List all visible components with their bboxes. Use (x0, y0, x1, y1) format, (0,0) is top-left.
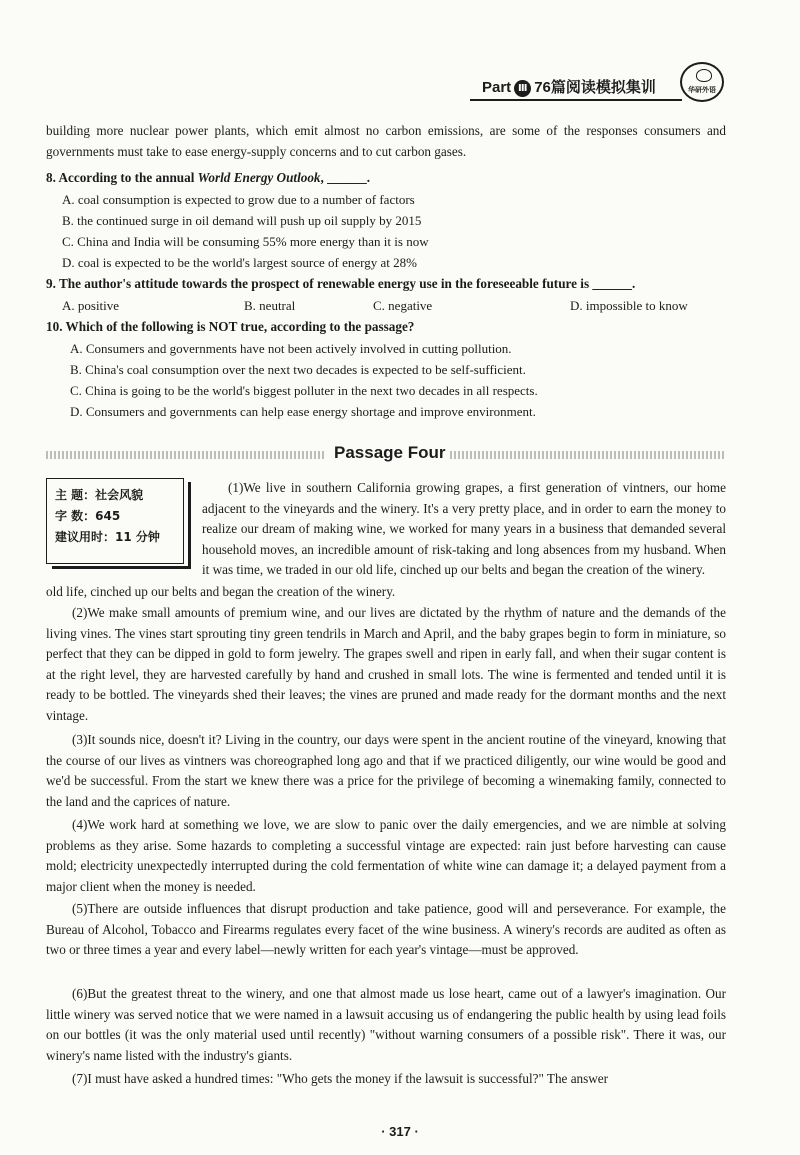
question-10-option-c: C. China is going to be the world's biggest polluter in the next two decades in all respects. (70, 383, 538, 398)
question-10-option-b: B. China's coal consumption over the next two decades is expected to be self-sufficient. (70, 362, 526, 377)
paragraph-7: (7)I must have asked a hundred times: "Who gets the money if the lawsuit is successful?" The answer (72, 1071, 609, 1086)
title-band-left-pattern (46, 451, 326, 459)
question-8-option-c: C. China and India will be consuming 55% more energy than it is now (62, 234, 429, 249)
paragraph-5: (5)There are outside influences that disrupt production and take patience, good will and perseverance. For example, the Bureau of Alcohol, Tobacco and Firearms regulates every facet of the wine business. A winery's records are audited as often as two or three times a year and every label—newly written for each year's vintage—must be approved. (46, 901, 726, 958)
info-box-shadow-bottom (52, 566, 191, 569)
header-rule (470, 99, 682, 101)
header-series-title: 76篇阅读模拟集训 (534, 79, 656, 96)
question-9-stem: 9. The author's attitude towards the prospect of renewable energy use in the foreseeable future is ______. (46, 276, 636, 291)
question-8-italic: World Energy Outlook (197, 170, 321, 185)
passage-title: Passage Four (330, 443, 450, 463)
question-8-option-b: B. the continued surge in oil demand will push up oil supply by 2015 (62, 213, 422, 228)
running-header (470, 62, 770, 106)
logo-mascot-icon (696, 69, 712, 82)
question-8-option-a: A. coal consumption is expected to grow due to a number of factors (62, 192, 415, 207)
part-number-badge: Ⅲ (514, 80, 531, 97)
header-part-label: Part (482, 79, 512, 96)
question-9-option-b: B. neutral (244, 298, 296, 313)
intro-paragraph: building more nuclear power plants, which emit almost no carbon emissions, are some of the responses consumers and governments must take to ease energy-supply concerns and to cut carbon gases. (46, 123, 726, 159)
logo-text: 华研外语 (688, 87, 716, 94)
question-8-stem (46, 170, 370, 186)
question-10-option-d: D. Consumers and governments can help ease energy shortage and improve environment. (70, 404, 536, 419)
paragraph-2: (2)We make small amounts of premium wine, and our lives are dictated by the rhythm of nature and the demands of the living vines. The vines start sprouting tiny green tendrils in March and April, and the baby grapes begin to form in miniature, so perfect that they can be dipped in gold to form jewelry. The grapes swell and ripen in early fall, and when their sugar content is at the right level, they are harvested carefully by hand and crushed in small lots. The wine is fermented and tended until it is ready to be bottled. The vineyards shed their leaves; the vines are pruned and made ready for the dormant months and the next vintage. (46, 605, 726, 723)
info-box-shadow (188, 482, 191, 568)
passage-title-band (46, 443, 726, 466)
info-word-count: 字 数：645 (55, 509, 121, 523)
paragraph-6: (6)But the greatest threat to the winery, and one that almost made us lose heart, came out of a lawyer's imagination. Our little winery was served notice that we were named in a lawsuit accusing us of endangering the public health by using lead foils on our bottles (it was the only material used until recently) "without warning consumers of a possible risk". There it was, our winery's name listed with the industry's giants. (46, 986, 726, 1063)
paragraph-1-tail: old life, cinched up our belts and began the creation of the winery. (46, 584, 396, 599)
question-8-suffix: , ______. (320, 170, 370, 185)
question-8-prefix: 8. According to the annual (46, 170, 198, 185)
passage-info-box (46, 478, 184, 564)
question-10-option-a: A. Consumers and governments have not been actively involved in cutting pollution. (70, 341, 512, 356)
paragraph-4: (4)We work hard at something we love, we are slow to panic over the daily emergencies, and we are nimble at solving problems as they arise. Some hazards to completing a successful vintage are expected: rain just before harvesting can cause mold; electricity unexpectedly interrupted during the cold fermentation of white wine can damage it; a delayed payment from a major client when the money is needed. (46, 817, 726, 894)
question-9-option-a: A. positive (62, 298, 120, 313)
question-10-stem: 10. Which of the following is NOT true, according to the passage? (46, 319, 415, 334)
question-9-option-d: D. impossible to know (570, 298, 688, 313)
page-number: · 317 · (381, 1124, 419, 1139)
question-9-option-c: C. negative (373, 298, 433, 313)
info-suggested-time: 建议用时：11 分钟 (55, 530, 160, 544)
publisher-logo (680, 62, 724, 102)
paragraph-1-wrapped: (1)We live in southern California growing grapes, a first generation of vintners, our home adjacent to the vineyards and the winery. It's a very pretty place, and in order to earn the money to realize our dream of making wine, we worked for many years in a business that demanded several household moves, an incredible amount of risk-taking and long absences from my husband. When it was time, we traded in our old life, cinched up our belts and began the creation of the winery. (202, 480, 726, 578)
question-8-option-d: D. coal is expected to be the world's largest source of energy at 28% (62, 255, 417, 270)
info-topic: 主 题：社会风貌 (55, 488, 144, 502)
paragraph-3: (3)It sounds nice, doesn't it? Living in the country, our days were spent in the ancient routine of the vineyard, knowing that the course of our lives as vintners was choreographed long ago and that if we practiced diligently, our wine would be good and we'd be successful. From the start we knew there was a price for the privilege of becoming a winemaking family, connected to the land and the caprices of nature. (46, 732, 726, 809)
header-title (482, 76, 656, 97)
title-band-right-pattern (446, 451, 726, 459)
